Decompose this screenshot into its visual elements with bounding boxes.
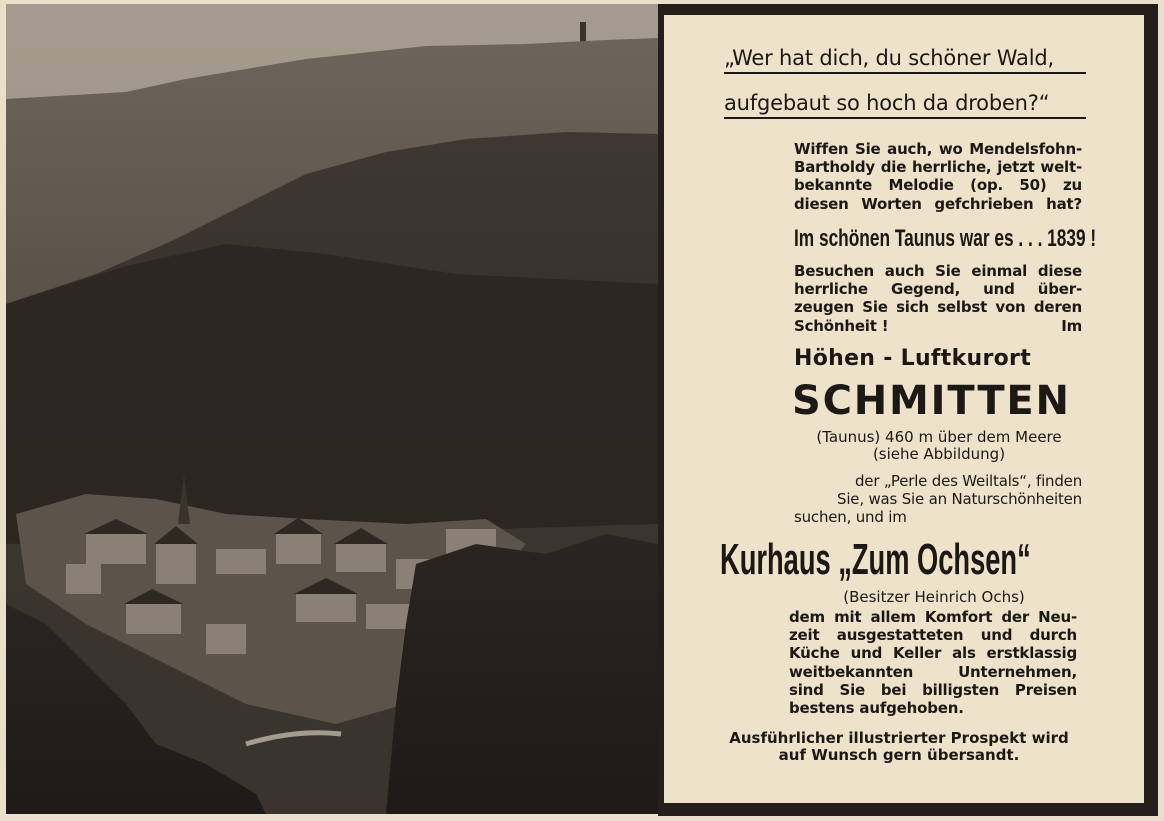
resort-location-1: (Taunus) 460 m über dem Meere (816, 428, 1062, 446)
ad-panel (664, 15, 1144, 803)
pearl-paragraph (794, 472, 1082, 527)
hotel-owner: (Besitzer Heinrich Ochs) (843, 588, 1025, 606)
hotel-line: bestens aufgehoben. (789, 699, 964, 718)
hotel-paragraph (789, 608, 1077, 717)
headline-line-2: aufgebaut so hoch da droben?“ (724, 91, 1086, 119)
hotel-line: weitbekannten Unternehmen, (789, 662, 1077, 681)
invitation-line: Besuchen auch Sie einmal diese (794, 262, 1082, 280)
foreground-trees-right (386, 534, 658, 814)
footer-line-1: Ausführlicher illustrierter Prospekt wird (729, 729, 1069, 747)
tower-icon (580, 22, 586, 42)
invitation-line-text: Schönheit ! (794, 316, 889, 335)
intro-paragraph (794, 140, 1082, 213)
ad-panel-border (658, 4, 1158, 816)
invitation-line-im: Im (1061, 316, 1082, 335)
landscape-photo (6, 4, 658, 814)
answer-headline: Im schönen Taunus war es . . . 1839 ! (794, 225, 1097, 252)
pearl-line: Sie, was Sie an Naturschönheiten (837, 490, 1082, 509)
resort-location-2: (siehe Abbildung) (872, 445, 1006, 463)
intro-line: Wiffen Sie auch, wo Mendelsfohn- (794, 140, 1082, 158)
hotel-line: zeit ausgestatteten und durch (789, 626, 1077, 645)
invitation-paragraph (794, 262, 1082, 335)
footer-line-2: auf Wunsch gern übersandt. (778, 746, 1020, 764)
invitation-line: herrliche Gegend, und über- (794, 280, 1082, 299)
hotel-line: dem mit allem Komfort der Neu- (789, 608, 1077, 626)
intro-line: Bartholdy die herrliche, jetzt welt- (794, 158, 1082, 177)
hotel-line: Küche und Keller als erstklassig (789, 644, 1077, 663)
resort-subtitle: Höhen - Luftkurort (794, 346, 1032, 371)
intro-line: diesen Worten gefchrieben hat? (794, 194, 1082, 213)
hotel-line: sind Sie bei billigsten Preisen (789, 680, 1077, 699)
pearl-line: der „Perle des Weiltals“, finden (854, 472, 1082, 490)
invitation-line: zeugen Sie sich selbst von deren (794, 298, 1082, 317)
headline-line-1: „Wer hat dich, du schöner Wald, (724, 46, 1086, 74)
resort-name: SCHMITTEN (792, 378, 1071, 424)
pearl-line: suchen, und im (794, 508, 907, 527)
hotel-name: Kurhaus „Zum Ochsen“ (720, 535, 1031, 584)
invitation-line (794, 317, 1082, 335)
intro-line: bekannte Melodie (op. 50) zu (794, 176, 1082, 195)
